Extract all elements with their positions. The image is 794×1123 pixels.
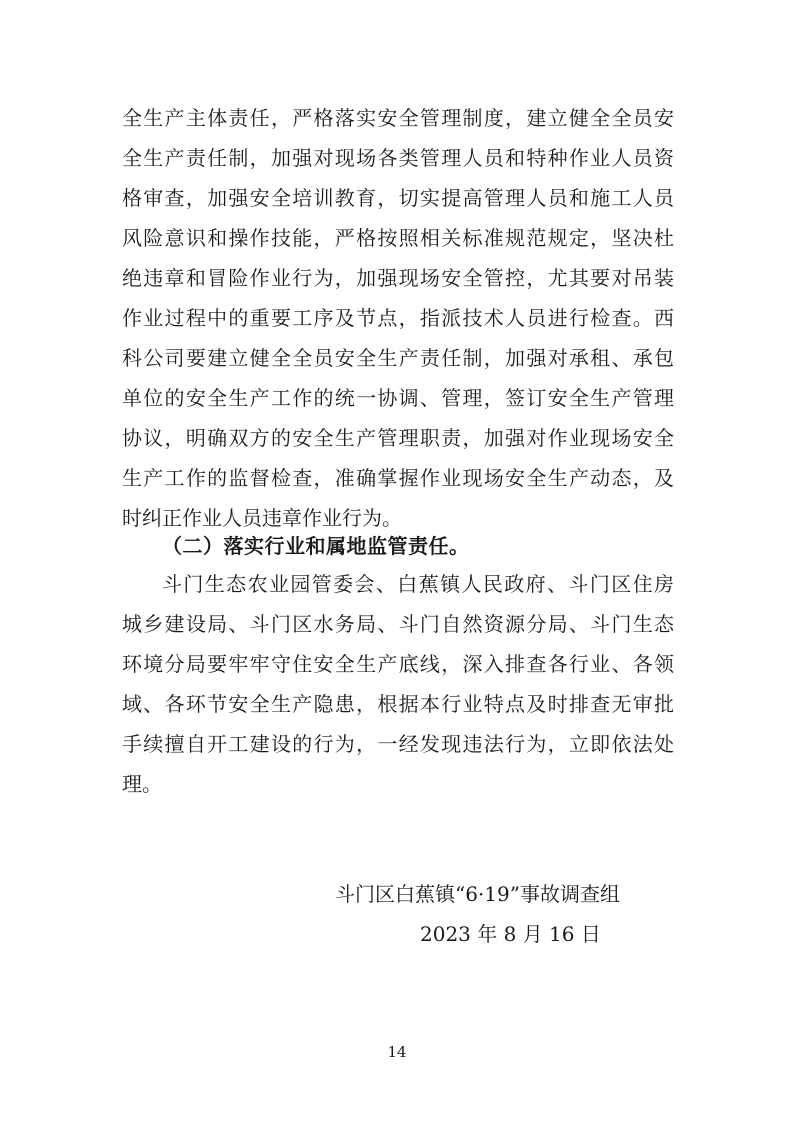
paragraph-line: 时纠正作业人员违章作业行为。 (122, 506, 402, 530)
paragraph-line: 绝违章和冒险作业行为，加强现场安全管控，尤其要对吊装 (122, 266, 674, 290)
paragraph-line: 全生产主体责任，严格落实安全管理制度，建立健全全员安 (122, 106, 674, 130)
page-number: 14 (387, 1043, 407, 1061)
paragraph-line: 斗门生态农业园管委会、白蕉镇人民政府、斗门区住房 (162, 572, 674, 596)
section-heading: （二）落实行业和属地监管责任。 (162, 534, 470, 558)
body-paragraph-1 (122, 98, 674, 538)
paragraph-line: 生产工作的监督检查，准确掌握作业现场安全生产动态，及 (122, 466, 674, 490)
paragraph-line: 格审查，加强安全培训教育，切实提高管理人员和施工人员 (122, 186, 674, 210)
signature-date: 2023 年 8 月 16 日 (420, 922, 601, 946)
paragraph-line: 风险意识和操作技能，严格按照相关标准规范规定，坚决杜 (122, 226, 674, 250)
paragraph-line: 域、各环节安全生产隐患，根据本行业特点及时排查无审批 (122, 692, 674, 716)
paragraph-line: 作业过程中的重要工序及节点，指派技术人员进行检查。西 (122, 306, 674, 330)
paragraph-line: 手续擅自开工建设的行为，一经发现违法行为，立即依法处 (122, 732, 674, 756)
paragraph-line: 协议，明确双方的安全生产管理职责，加强对作业现场安全 (122, 426, 674, 450)
signature-organization: 斗门区白蕉镇“6·19”事故调查组 (335, 882, 620, 906)
paragraph-line: 理。 (122, 772, 162, 796)
paragraph-line: 全生产责任制，加强对现场各类管理人员和特种作业人员资 (122, 146, 674, 170)
paragraph-line: 单位的安全生产工作的统一协调、管理，签订安全生产管理 (122, 386, 674, 410)
paragraph-line: 环境分局要牢牢守住安全生产底线，深入排查各行业、各领 (122, 652, 674, 676)
body-paragraph-2 (122, 564, 674, 804)
paragraph-line: 科公司要建立健全全员安全生产责任制，加强对承租、承包 (122, 346, 674, 370)
paragraph-line: 城乡建设局、斗门区水务局、斗门自然资源分局、斗门生态 (122, 612, 674, 636)
